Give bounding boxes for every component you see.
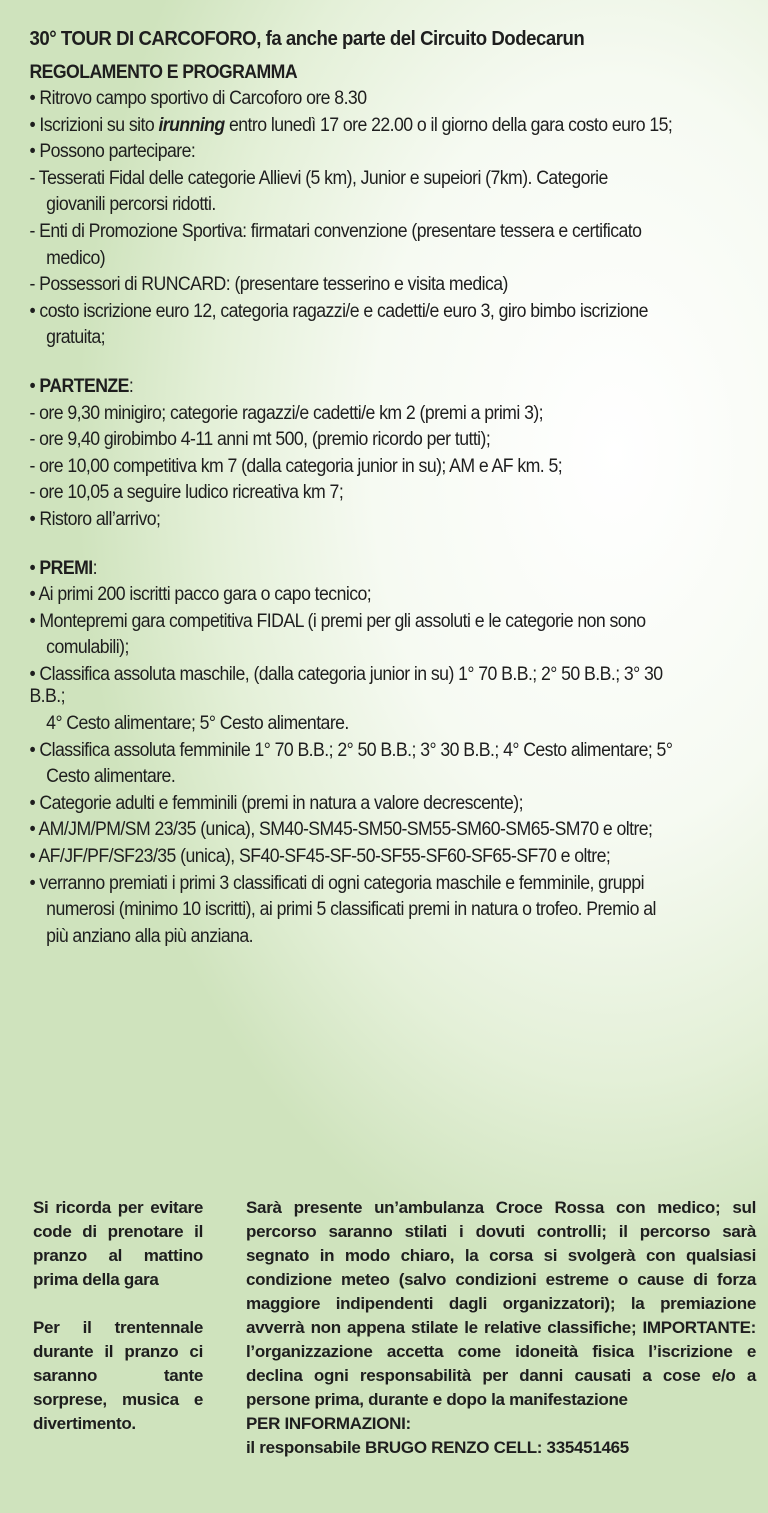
- premi-line: • Montepremi gara competitiva FIDAL (i premi per gli assoluti e le categorie non sono: [29, 610, 646, 632]
- regolamento-line: • Possono partecipare:: [29, 141, 196, 163]
- contact-line: il responsabile BRUGO RENZO CELL: 335451465: [246, 1438, 629, 1457]
- partenze-heading: PARTENZE: [39, 375, 129, 397]
- premi-line-continued: 4° Cesto alimentare; 5° Cesto alimentare.: [46, 713, 349, 735]
- colon: :: [92, 557, 97, 579]
- premi-line-continued: più anziano alla più anziana.: [46, 925, 254, 947]
- premi-line: • AF/JF/PF/SF23/35 (unica), SF40-SF45-SF-50-SF55-SF60-SF65-SF70 e oltre;: [29, 846, 611, 868]
- footer-right-note: [246, 1196, 756, 1460]
- lunch-reminder: Si ricorda per evitare code di prenotare il pranzo al mattino prima della gara: [33, 1198, 203, 1289]
- partenze-line: - ore 10,00 competitiva km 7 (dalla categoria junior in su); AM e AF km. 5;: [29, 455, 563, 477]
- regolamento-section: [22, 86, 701, 352]
- section-title-regolamento: REGOLAMENTO E PROGRAMMA: [29, 62, 298, 83]
- regolamento-line: - Enti di Promozione Sportiva: firmatari convenzione (presentare tessera e certificato: [29, 220, 642, 242]
- partenze-line: • Ristoro all’arrivo;: [29, 508, 161, 530]
- section-heading-premi: [29, 556, 700, 583]
- regolamento-text: entro lunedì 17 ore 22.00 o il giorno della gara costo euro 15;: [224, 114, 673, 136]
- partenze-section: [22, 374, 701, 534]
- regolamento-line: - Possessori di RUNCARD: (presentare tesserino e visita medica): [29, 274, 508, 296]
- partenze-line: - ore 9,40 girobimbo 4-11 anni mt 500, (premio ricordo per tutti);: [29, 429, 491, 451]
- regolamento-line-continued: gratuita;: [46, 327, 106, 349]
- premi-line: • Classifica assoluta femminile 1° 70 B.B.; 2° 50 B.B.; 3° 30 B.B.; 4° Cesto alimentare; 5°: [29, 739, 673, 761]
- anniversary-note: Per il trentennale durante il pranzo ci saranno tante sorprese, musica e divertimento.: [33, 1318, 203, 1433]
- bullet: •: [29, 375, 40, 397]
- regolamento-line: - Tesserati Fidal delle categorie Allievi (5 km), Junior e supeiori (7km). Categorie: [29, 167, 608, 189]
- regolamento-line: [29, 113, 700, 140]
- premi-section: [22, 556, 701, 951]
- safety-and-rules-text: Sarà presente un’ambulanza Croce Rossa con medico; sul percorso saranno stilati i dovuti controlli; il percorso sarà segnato in modo chiaro, la corsa si svolgerà con qualsiasi condizione meteo (salvo condizioni estreme o cause di forza maggiore indipendenti dagli organizzatori); la premiazione avverrà non appena stilate le relative classifiche; IMPORTANTE: l’organizzazione accetta come idoneità fisica l’iscrizione e declina ogni responsabilità per danni causati a cose e/o a persone prima, durante e dopo la manifestazione: [246, 1198, 756, 1409]
- event-document: [22, 26, 701, 950]
- section-heading-partenze: [29, 374, 700, 401]
- premi-line: • Classifica assoluta maschile, (dalla categoria junior in su) 1° 70 B.B.; 2° 50 B.B.; 3° 30 B.B.;: [29, 663, 663, 708]
- premi-line: • Categorie adulti e femminili (premi in natura a valore decrescente);: [29, 792, 523, 814]
- regolamento-line: • Ritrovo campo sportivo di Carcoforo ore 8.30: [29, 88, 367, 109]
- regolamento-text: • Iscrizioni su sito: [29, 114, 159, 136]
- bullet: •: [29, 557, 40, 579]
- regolamento-line: • costo iscrizione euro 12, categoria ragazzi/e e cadetti/e euro 3, giro bimbo iscrizione: [29, 300, 648, 322]
- footer-left-note: [33, 1196, 203, 1436]
- premi-line: • Ai primi 200 iscritti pacco gara o capo tecnico;: [29, 584, 372, 606]
- premi-line-continued: comulabili);: [46, 637, 129, 659]
- premi-heading: PREMI: [39, 557, 93, 579]
- spacer: [33, 1292, 203, 1316]
- premi-line-continued: Cesto alimentare.: [46, 766, 176, 788]
- irunning-emphasis: irunning: [158, 114, 225, 136]
- regolamento-line-continued: medico): [46, 247, 106, 269]
- regolamento-line-continued: giovanili percorsi ridotti.: [46, 194, 216, 216]
- premi-line: • verranno premiati i primi 3 classificati di ogni categoria maschile e femminile, gruppi: [29, 872, 644, 894]
- premi-line: • AM/JM/PM/SM 23/35 (unica), SM40-SM45-SM50-SM55-SM60-SM65-SM70 e oltre;: [29, 819, 653, 841]
- partenze-line: - ore 10,05 a seguire ludico ricreativa km 7;: [29, 482, 344, 504]
- info-heading: PER INFORMAZIONI:: [246, 1414, 411, 1433]
- page-title: 30° TOUR DI CARCOFORO, fa anche parte del Circuito Dodecarun: [29, 28, 585, 50]
- colon: :: [128, 375, 134, 397]
- premi-line-continued: numerosi (minimo 10 iscritti), ai primi 5 classificati premi in natura o trofeo. Premio al: [46, 899, 656, 921]
- partenze-line: - ore 9,30 minigiro; categorie ragazzi/e cadetti/e km 2 (premi a primi 3);: [29, 402, 544, 424]
